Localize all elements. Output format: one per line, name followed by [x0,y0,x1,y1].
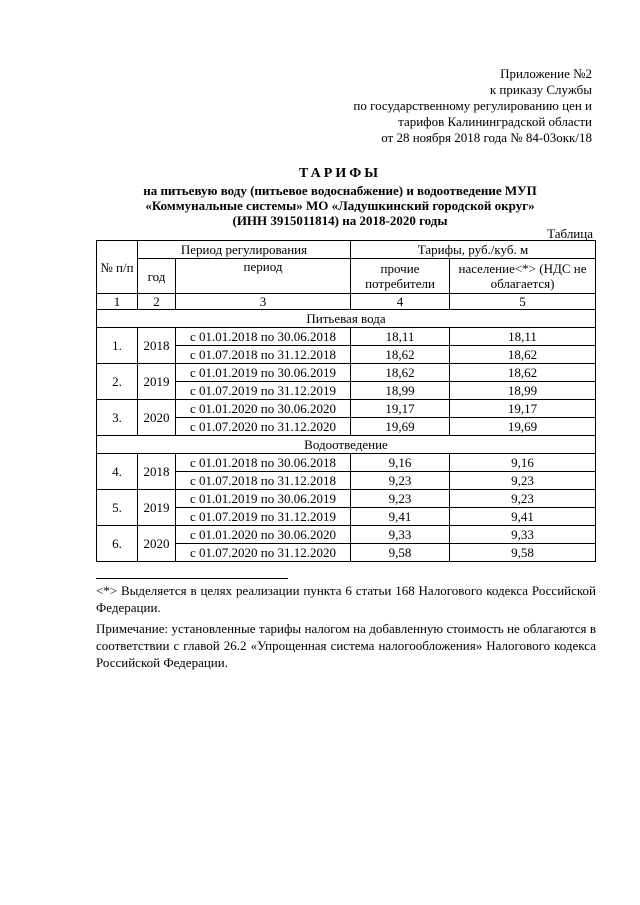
row-period: с 01.01.2018 по 30.06.2018 [176,328,351,346]
table-row [97,490,596,508]
table-row [97,454,596,472]
row-period: с 01.01.2019 по 30.06.2019 [176,490,351,508]
col-number: 3 [176,294,351,310]
row-other-tariff: 19,17 [351,400,450,418]
table-row [97,328,596,346]
table-row [97,526,596,544]
appendix-line: по государственному регулированию цен и [353,98,592,113]
header-population: население<*> (НДС не облагается) [450,259,596,294]
footnote: <*> Выделяется в целях реализации пункта 6 статьи 168 Налогового кодекса Российской Федерации. [96,583,596,615]
row-number: 6. [97,526,138,562]
header-other: прочие потребители [351,259,450,294]
title-line: на питьевую воду (питьевое водоснабжение) и водоотведение МУП [143,183,537,198]
appendix-line: к приказу Службы [489,82,592,97]
row-year: 2018 [138,454,176,490]
row-population-tariff: 18,99 [450,382,596,400]
row-population-tariff: 9,41 [450,508,596,526]
row-population-tariff: 18,62 [450,346,596,364]
header-num: № п/п [97,241,138,294]
row-period: с 01.07.2019 по 31.12.2019 [176,382,351,400]
header-period-group: Период регулирования [138,241,351,259]
row-population-tariff: 18,11 [450,328,596,346]
footnote-divider [96,578,288,579]
title-line: (ИНН 3915011814) на 2018-2020 годы [232,213,448,228]
table-label: Таблица [547,226,593,241]
row-population-tariff: 18,62 [450,364,596,382]
row-other-tariff: 9,41 [351,508,450,526]
row-population-tariff: 19,69 [450,418,596,436]
row-other-tariff: 18,11 [351,328,450,346]
row-population-tariff: 9,16 [450,454,596,472]
col-number: 5 [450,294,596,310]
row-other-tariff: 18,62 [351,364,450,382]
title-main: ТАРИФЫ [299,166,381,181]
row-period: с 01.01.2020 по 30.06.2020 [176,400,351,418]
col-number: 4 [351,294,450,310]
row-other-tariff: 19,69 [351,418,450,436]
appendix-line: Приложение №2 [500,66,592,81]
col-number: 1 [97,294,138,310]
tariffs-table [96,240,596,562]
row-population-tariff: 9,33 [450,526,596,544]
row-population-tariff: 9,23 [450,472,596,490]
appendix-header [353,66,592,146]
row-year: 2020 [138,400,176,436]
row-year: 2020 [138,526,176,562]
row-other-tariff: 9,23 [351,490,450,508]
row-population-tariff: 9,58 [450,544,596,562]
row-period: с 01.01.2020 по 30.06.2020 [176,526,351,544]
row-number: 1. [97,328,138,364]
document-title [60,166,620,228]
header-tariffs-group: Тарифы, руб./куб. м [351,241,596,259]
row-year: 2019 [138,490,176,526]
row-number: 2. [97,364,138,400]
appendix-line: от 28 ноября 2018 года № 84-03окк/18 [381,130,592,145]
row-number: 3. [97,400,138,436]
row-year: 2018 [138,328,176,364]
row-period: с 01.01.2019 по 30.06.2019 [176,364,351,382]
table-row [97,400,596,418]
row-other-tariff: 18,62 [351,346,450,364]
row-period: с 01.07.2018 по 31.12.2018 [176,472,351,490]
row-period: с 01.07.2020 по 31.12.2020 [176,544,351,562]
row-other-tariff: 9,58 [351,544,450,562]
note: Примечание: установленные тарифы налогом на добавленную стоимость не облагаются в соответствии с главой 26.2 «Упрощенная система налогообложения» Налогового кодекса Российской Федерации. [96,621,596,670]
row-period: с 01.01.2018 по 30.06.2018 [176,454,351,472]
title-line: «Коммунальные системы» МО «Ладушкинский городской округ» [145,198,535,213]
row-other-tariff: 9,23 [351,472,450,490]
section-title: Водоотведение [97,436,596,454]
row-population-tariff: 19,17 [450,400,596,418]
row-other-tariff: 9,33 [351,526,450,544]
row-period: с 01.07.2020 по 31.12.2020 [176,418,351,436]
header-year: год [138,259,176,294]
row-period: с 01.07.2019 по 31.12.2019 [176,508,351,526]
table-row [97,364,596,382]
row-other-tariff: 18,99 [351,382,450,400]
row-number: 5. [97,490,138,526]
row-population-tariff: 9,23 [450,490,596,508]
row-year: 2019 [138,364,176,400]
row-number: 4. [97,454,138,490]
row-other-tariff: 9,16 [351,454,450,472]
col-number: 2 [138,294,176,310]
row-period: с 01.07.2018 по 31.12.2018 [176,346,351,364]
section-title: Питьевая вода [97,310,596,328]
header-period: период [176,259,351,294]
appendix-line: тарифов Калининградской области [398,114,592,129]
